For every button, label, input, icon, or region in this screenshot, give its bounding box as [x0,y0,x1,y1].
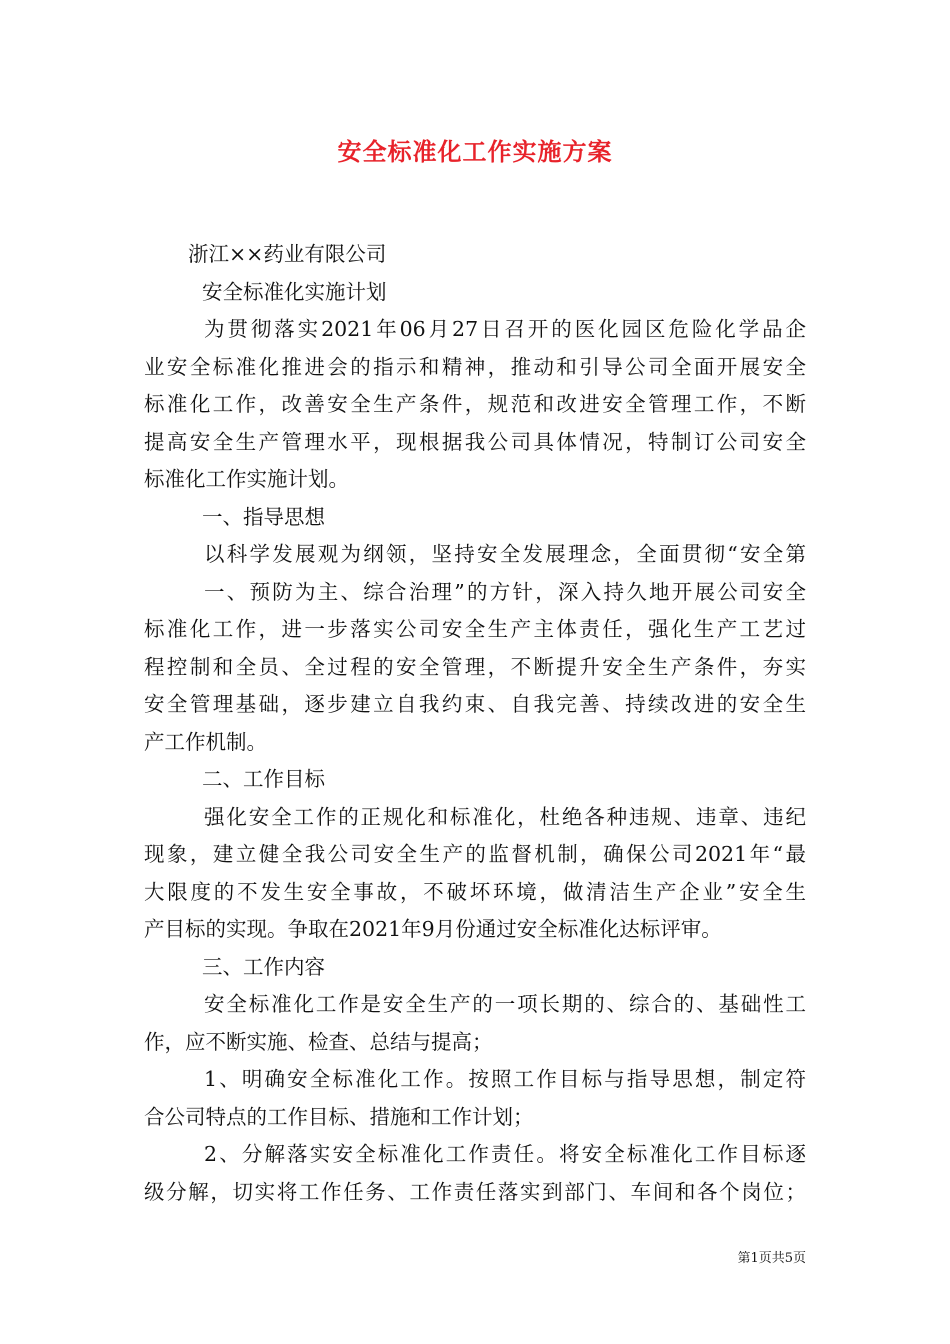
section-heading-1: 一、指导思想 [202,504,325,529]
section-3-item-line: 1、明确安全标准化工作。按照工作目标与指导思想，制定符 [204,1067,806,1091]
section-1-line: 产工作机制。 [144,729,267,754]
section-1-line: 一、预防为主、综合治理”的方针，深入持久地开展公司安全 [204,579,806,604]
section-1-line: 程控制和全员、全过程的安全管理，不断提升安全生产条件，夯实 [144,654,806,679]
page-title: 安全标准化工作实施方案 [337,137,613,166]
intro-line: 提高安全生产管理水平，现根据我公司具体情况，特制订公司安全 [144,429,806,454]
section-3-item-line: 2、分解落实安全标准化工作责任。将安全标准化工作目标逐 [204,1142,806,1166]
page-number: 第1页共5页 [737,1251,806,1266]
intro-line: 为贯彻落实2021年06月27日召开的医化园区危险化学品企 [204,317,806,341]
section-2-line: 现象，建立健全我公司安全生产的监督机制，确保公司2021年“最 [144,842,806,866]
company-name: 浙江××药业有限公司 [188,242,387,266]
document-body [144,236,806,1211]
section-3-line: 作，应不断实施、检查、总结与提高； [144,1029,493,1054]
section-heading-2: 二、工作目标 [202,767,325,791]
section-heading-3: 三、工作内容 [202,954,325,979]
plan-title: 安全标准化实施计划 [202,279,387,304]
section-1-line: 标准化工作，进一步落实公司安全生产主体责任，强化生产工艺过 [144,617,806,641]
section-2-line: 大限度的不发生安全事故，不破坏环境，做清洁生产企业”安全生 [144,879,806,904]
intro-line: 业安全标准化推进会的指示和精神，推动和引导公司全面开展安全 [144,354,806,379]
intro-line: 标准化工作，改善安全生产条件，规范和改进安全管理工作，不断 [144,392,806,416]
section-1-line: 安全管理基础，逐步建立自我约束、自我完善、持续改进的安全生 [144,692,806,716]
section-3-item-line: 合公司特点的工作目标、措施和工作计划； [144,1104,534,1129]
section-1-line: 以科学发展观为纲领，坚持安全发展理念，全面贯彻“安全第 [204,542,806,566]
section-3-line: 安全标准化工作是安全生产的一项长期的、综合的、基础性工 [204,992,806,1016]
intro-line: 标准化工作实施计划。 [144,467,349,491]
section-2-line: 强化安全工作的正规化和标准化，杜绝各种违规、违章、违纪 [204,804,806,829]
section-2-line: 产目标的实现。争取在2021年9月份通过安全标准化达标评审。 [144,917,722,941]
section-3-item-line: 级分解，切实将工作任务、工作责任落实到部门、车间和各个岗位； [144,1179,806,1204]
